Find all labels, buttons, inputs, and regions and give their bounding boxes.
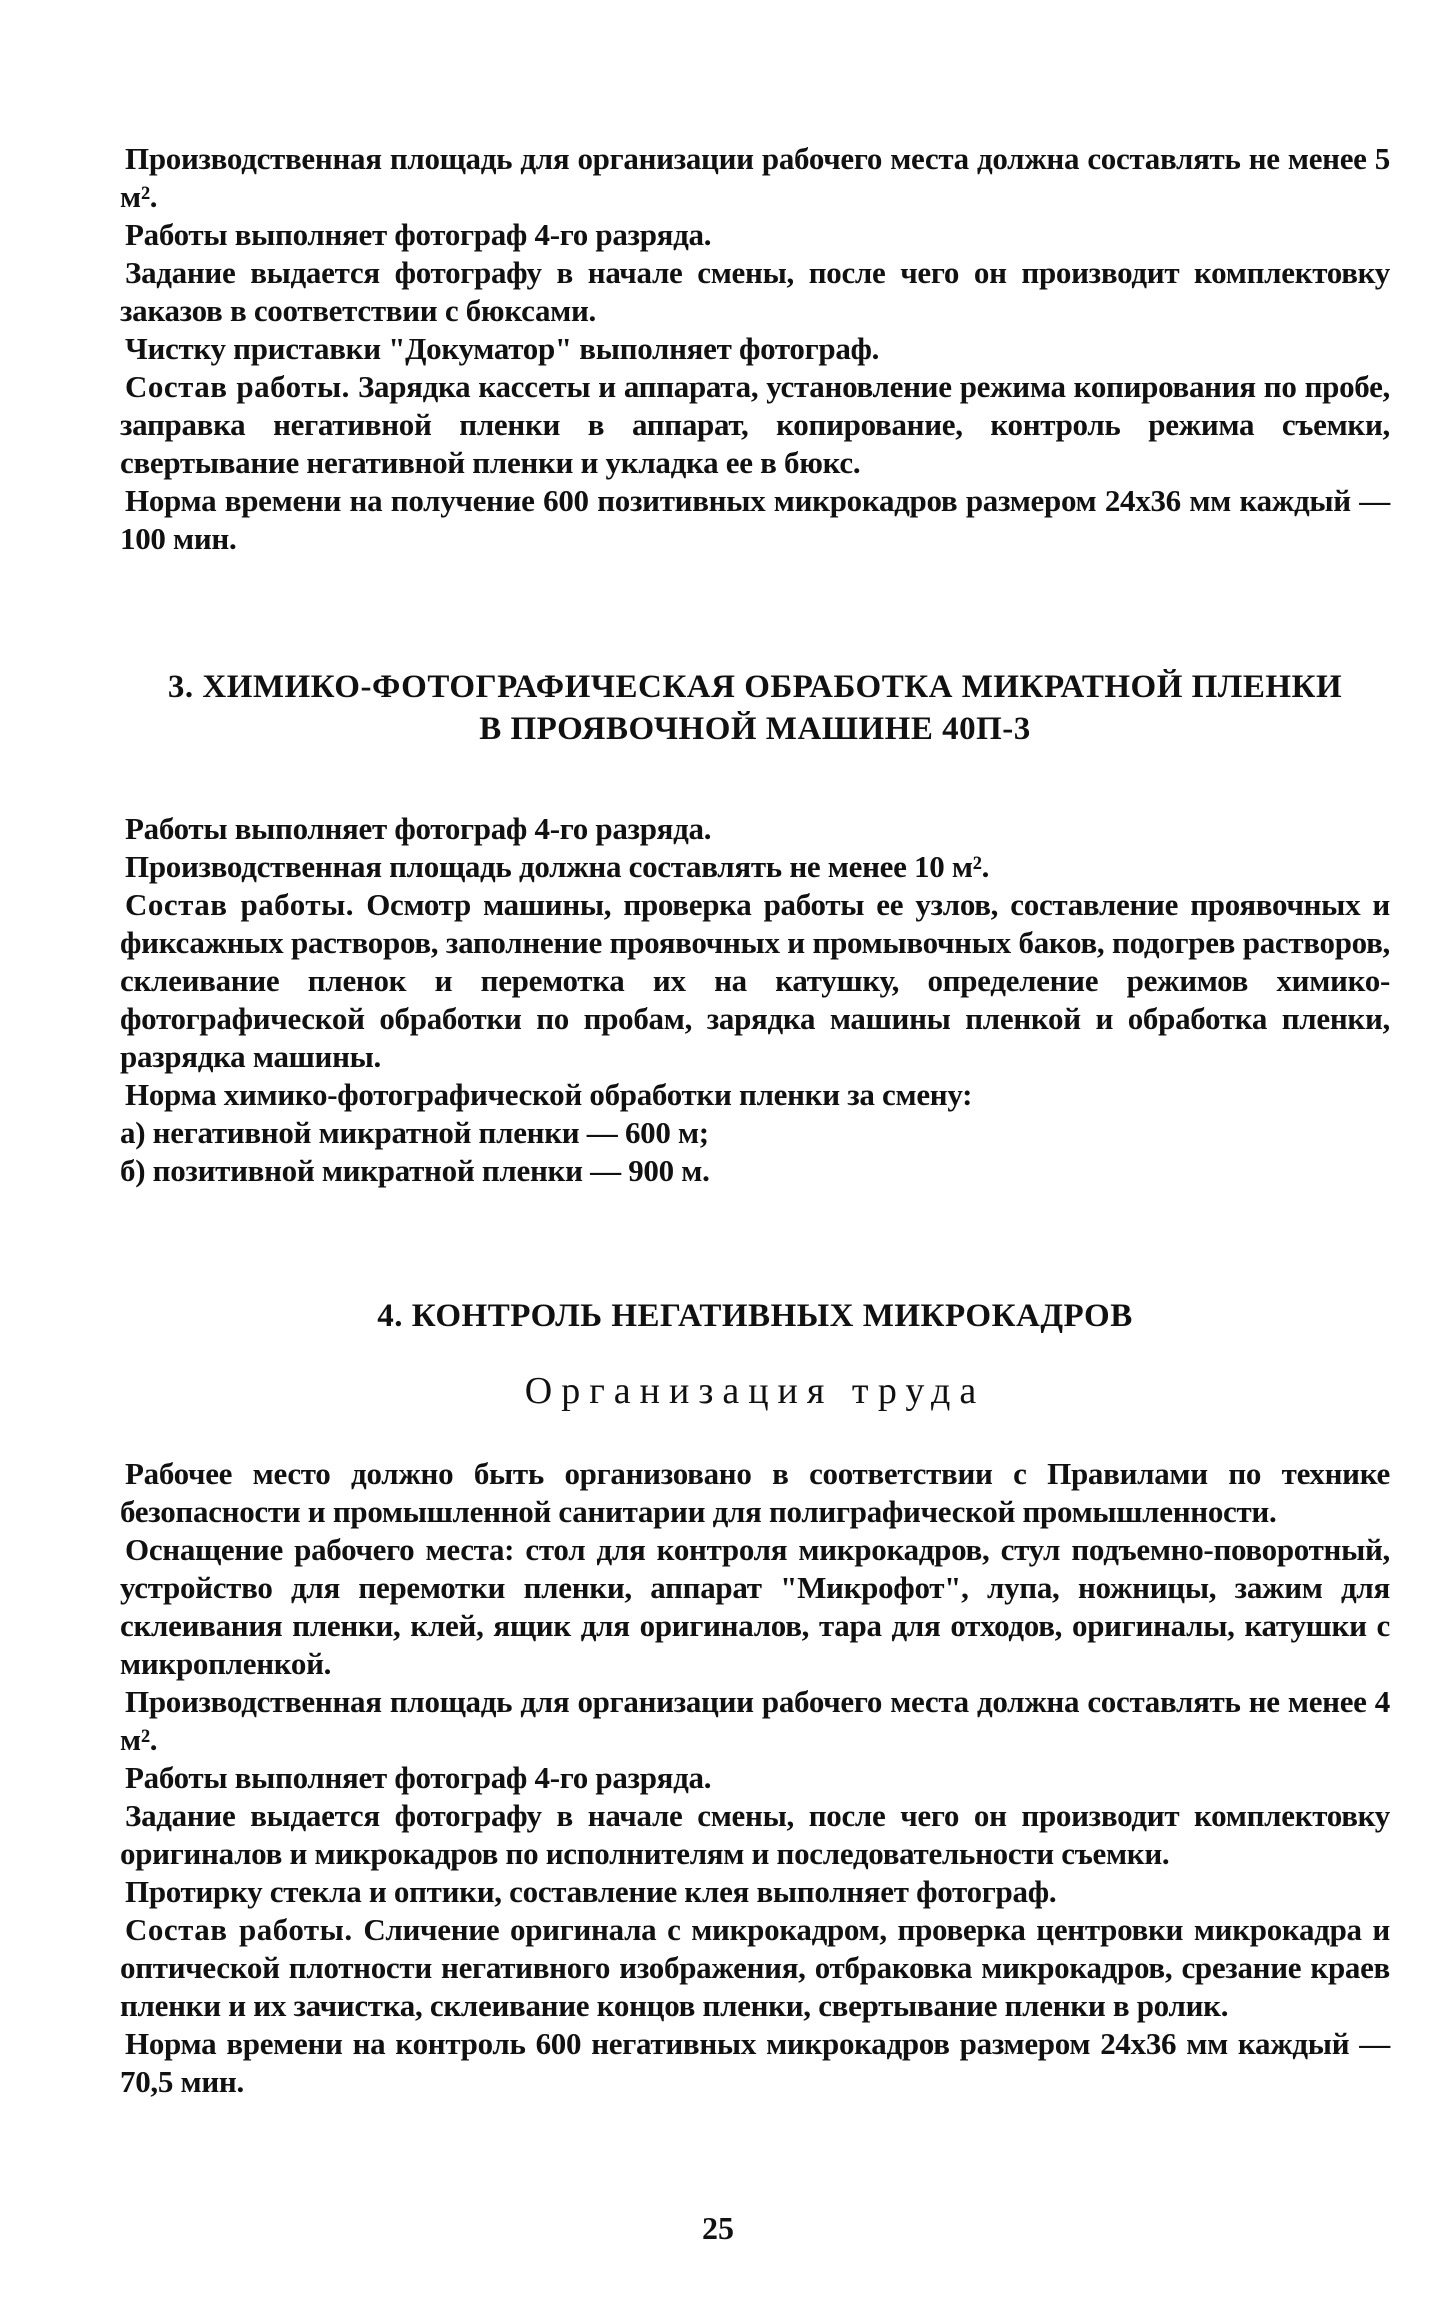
work-composition-lead: Состав работы. (125, 369, 350, 404)
section-4-equipment: Оснащение рабочего места: стол для контроля микрокадров, стул подъемно-поворотный, устройство для перемотки пленки, аппарат "Микрофот", лупа, ножницы, зажим для склеивания пленки, клей, ящик для оригиналов, тара для отходов, оригиналы, катушки с микропленкой. (120, 1532, 1390, 1681)
page-number: 25 (702, 2210, 734, 2246)
section-4-wiping: Протирку стекла и оптики, составление клея выполняет фотограф. (125, 1874, 1057, 1909)
section-3-norm: Норма химико-фотографической обработки пленки за смену: (125, 1077, 973, 1112)
paragraph-time-norm: Норма времени на получение 600 позитивных микрокадров размером 24х36 мм каждый — 100 мин. (120, 483, 1390, 556)
section-4-task: Задание выдается фотографу в начале смены, после чего он производит комплектовку оригиналов и микрокадров по исполнителям и последовательности съемки. (120, 1798, 1390, 1871)
section-4-work-composition (120, 1911, 1390, 2025)
section-3-title-line-2: В ПРОЯВОЧНОЙ МАШИНЕ 40П-3 (479, 711, 1031, 747)
section-4-subtitle: Организация труда (524, 1370, 986, 1412)
section-4-time-norm: Норма времени на контроль 600 негативных микрокадров размером 24х36 мм каждый — 70,5 мин. (120, 2026, 1390, 2099)
paragraph-work-composition (120, 368, 1390, 482)
paragraph-worker: Работы выполняет фотограф 4-го разряда. (125, 217, 712, 252)
paragraph-cleaning: Чистку приставки "Докуматор" выполняет фотограф. (125, 331, 880, 366)
section-4-work-composition-lead: Состав работы. (125, 1912, 353, 1947)
section-4-work-composition-text: Сличение оригинала с микрокадром, проверка центровки микрокадра и оптической плотности негативного изображения, отбраковка микрокадров, срезание краев пленки и их зачистка, склеивание концов пленки, свертывание пленки в ролик. (120, 1912, 1390, 2023)
section-3-work-composition-lead: Состав работы. (125, 887, 355, 922)
section-3-work-composition-text: Осмотр машины, проверка работы ее узлов, составление проявочных и фиксажных растворов, заполнение проявочных и промывочных баков, подогрев растворов, склеивание пленок и перемотка их на катушку, определение режимов химико-фотографической обработки по пробам, зарядка машины пленкой и обработка пленки, разрядка машины. (120, 887, 1390, 1074)
section-3-area: Производственная площадь должна составлять не менее 10 м². (125, 849, 990, 884)
section-4-area: Производственная площадь для организации рабочего места должна составлять не менее 4 м². (120, 1684, 1390, 1757)
paragraph-area-requirement: Производственная площадь для организации рабочего места должна составлять не менее 5 м². (120, 141, 1390, 214)
document-page (120, 140, 1390, 2101)
section-3-norm-item-a: а) негативной микратной пленки — 600 м; (120, 1115, 709, 1150)
section-3-title-line-1: 3. ХИМИКО-ФОТОГРАФИЧЕСКАЯ ОБРАБОТКА МИКРАТНОЙ ПЛЕНКИ (167, 669, 1343, 705)
section-4-worker: Работы выполняет фотограф 4-го разряда. (125, 1760, 712, 1795)
section-3-worker: Работы выполняет фотограф 4-го разряда. (125, 811, 712, 846)
paragraph-task: Задание выдается фотографу в начале смены, после чего он производит комплектовку заказов в соответствии с бюксами. (120, 255, 1390, 328)
section-4-title: 4. КОНТРОЛЬ НЕГАТИВНЫХ МИКРОКАДРОВ (377, 1298, 1133, 1334)
section-3-norm-item-b: б) позитивной микратной пленки — 900 м. (120, 1153, 710, 1188)
work-composition-text: Зарядка кассеты и аппарата, установление режима копирования по пробе, заправка негативной пленки в аппарат, копирование, контроль режима съемки, свертывание негативной пленки и укладка ее в бюкс. (120, 369, 1390, 480)
section-4-workplace: Рабочее место должно быть организовано в соответствии с Правилами по технике безопасности и промышленной санитарии для полиграфической промышленности. (120, 1456, 1390, 1529)
section-3-work-composition (120, 886, 1390, 1076)
